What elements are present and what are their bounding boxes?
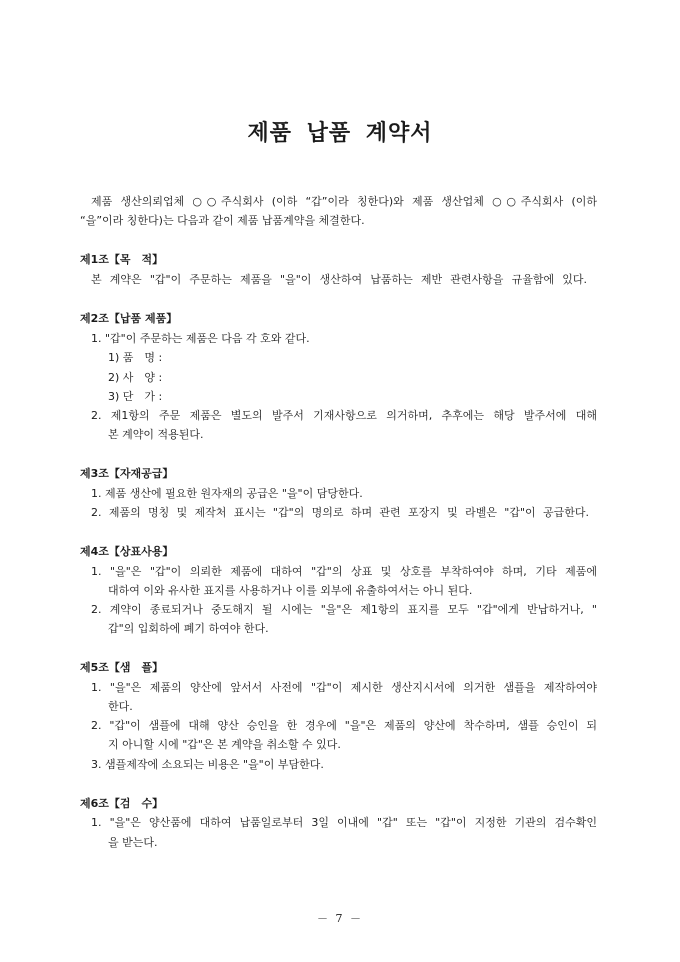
article-4-item-1: 1. "을"은 "갑"이 의뢰한 제품에 대하여 "갑"의 상표 및 상호를 부착하여야 하며, 기타 제품에	[91, 565, 597, 578]
article-6-item-1-cont: 을 받는다.	[108, 836, 158, 849]
article-4-heading: 제4조【상표사용】	[80, 545, 174, 558]
article-2-item-2-cont: 본 계약이 적용된다.	[108, 428, 204, 441]
article-2-sub-item: 2) 사 양 :	[108, 371, 163, 384]
article-5-item-1: 1. "을"은 제품의 양산에 앞서서 사전에 "갑"이 제시한 생산지시서에 의거한 샘플을 제작하여야	[91, 681, 597, 694]
article-3-heading: 제3조【자재공급】	[80, 467, 174, 480]
article-4-item-2: 2. 계약이 종료되거나 중도해지 될 시에는 "을"은 제1항의 표지를 모두 "갑"에게 반납하거나, "	[91, 603, 597, 616]
preamble-line: “을”이라 칭한다)는 다음과 같이 제품 납품계약을 체결한다.	[80, 214, 365, 227]
article-4-item-1-cont: 대하여 이와 유사한 표지를 사용하거나 이를 외부에 유출하여서는 아니 된다.	[108, 584, 473, 597]
article-6-heading: 제6조【검 수】	[80, 797, 164, 810]
article-5-item-2-cont: 지 아니할 시에 "갑"은 본 계약을 취소할 수 있다.	[108, 738, 341, 751]
article-4-item-2-cont: 갑"의 입회하에 폐기 하여야 한다.	[108, 622, 269, 635]
article-5-item-2: 2. "갑"이 샘플에 대해 양산 승인을 한 경우에 "을"은 제품의 양산에 착수하며, 샘플 승인이 되	[91, 719, 597, 732]
preamble-line: 제품 생산의뢰업체 ○○주식회사 (이하 “갑”이라 칭한다)와 제품 생산업체 ○○주식회사 (이하	[91, 195, 597, 208]
article-3-item-2: 2. 제품의 명칭 및 제작처 표시는 "갑"의 명의로 하며 관련 포장지 및 라벨은 "갑"이 공급한다.	[91, 506, 589, 519]
page-number: － 7 －	[317, 912, 363, 925]
article-2-heading: 제2조【납품 제품】	[80, 312, 178, 325]
article-2-item-1: 1. "갑"이 주문하는 제품은 다음 각 호와 같다.	[91, 332, 310, 345]
article-1-heading: 제1조【목 적】	[80, 253, 164, 266]
article-5-item-1-cont: 한다.	[108, 700, 133, 713]
article-5-item-3: 3. 샘플제작에 소요되는 비용은 "을"이 부담한다.	[91, 758, 324, 771]
article-5-heading: 제5조【샘 플】	[80, 661, 164, 674]
document-title: 제품 납품 계약서	[247, 121, 433, 146]
article-6-item-1: 1. "을"은 양산품에 대하여 납품일로부터 3일 이내에 "갑" 또는 "갑"이 지정한 기관의 검수확인	[91, 816, 597, 829]
article-3-item-1: 1. 제품 생산에 필요한 원자재의 공급은 "을"이 담당한다.	[91, 487, 363, 500]
article-2-item-2: 2. 제1항의 주문 제품은 별도의 발주서 기재사항으로 의거하며, 추후에는 해당 발주서에 대해	[91, 409, 597, 422]
article-2-sub-item: 1) 품 명 :	[108, 351, 163, 364]
article-1-text: 본 계약은 "갑"이 주문하는 제품을 "을"이 생산하여 납품하는 제반 관련사항을 규율함에 있다.	[91, 273, 587, 286]
article-2-sub-item: 3) 단 가 :	[108, 390, 163, 403]
